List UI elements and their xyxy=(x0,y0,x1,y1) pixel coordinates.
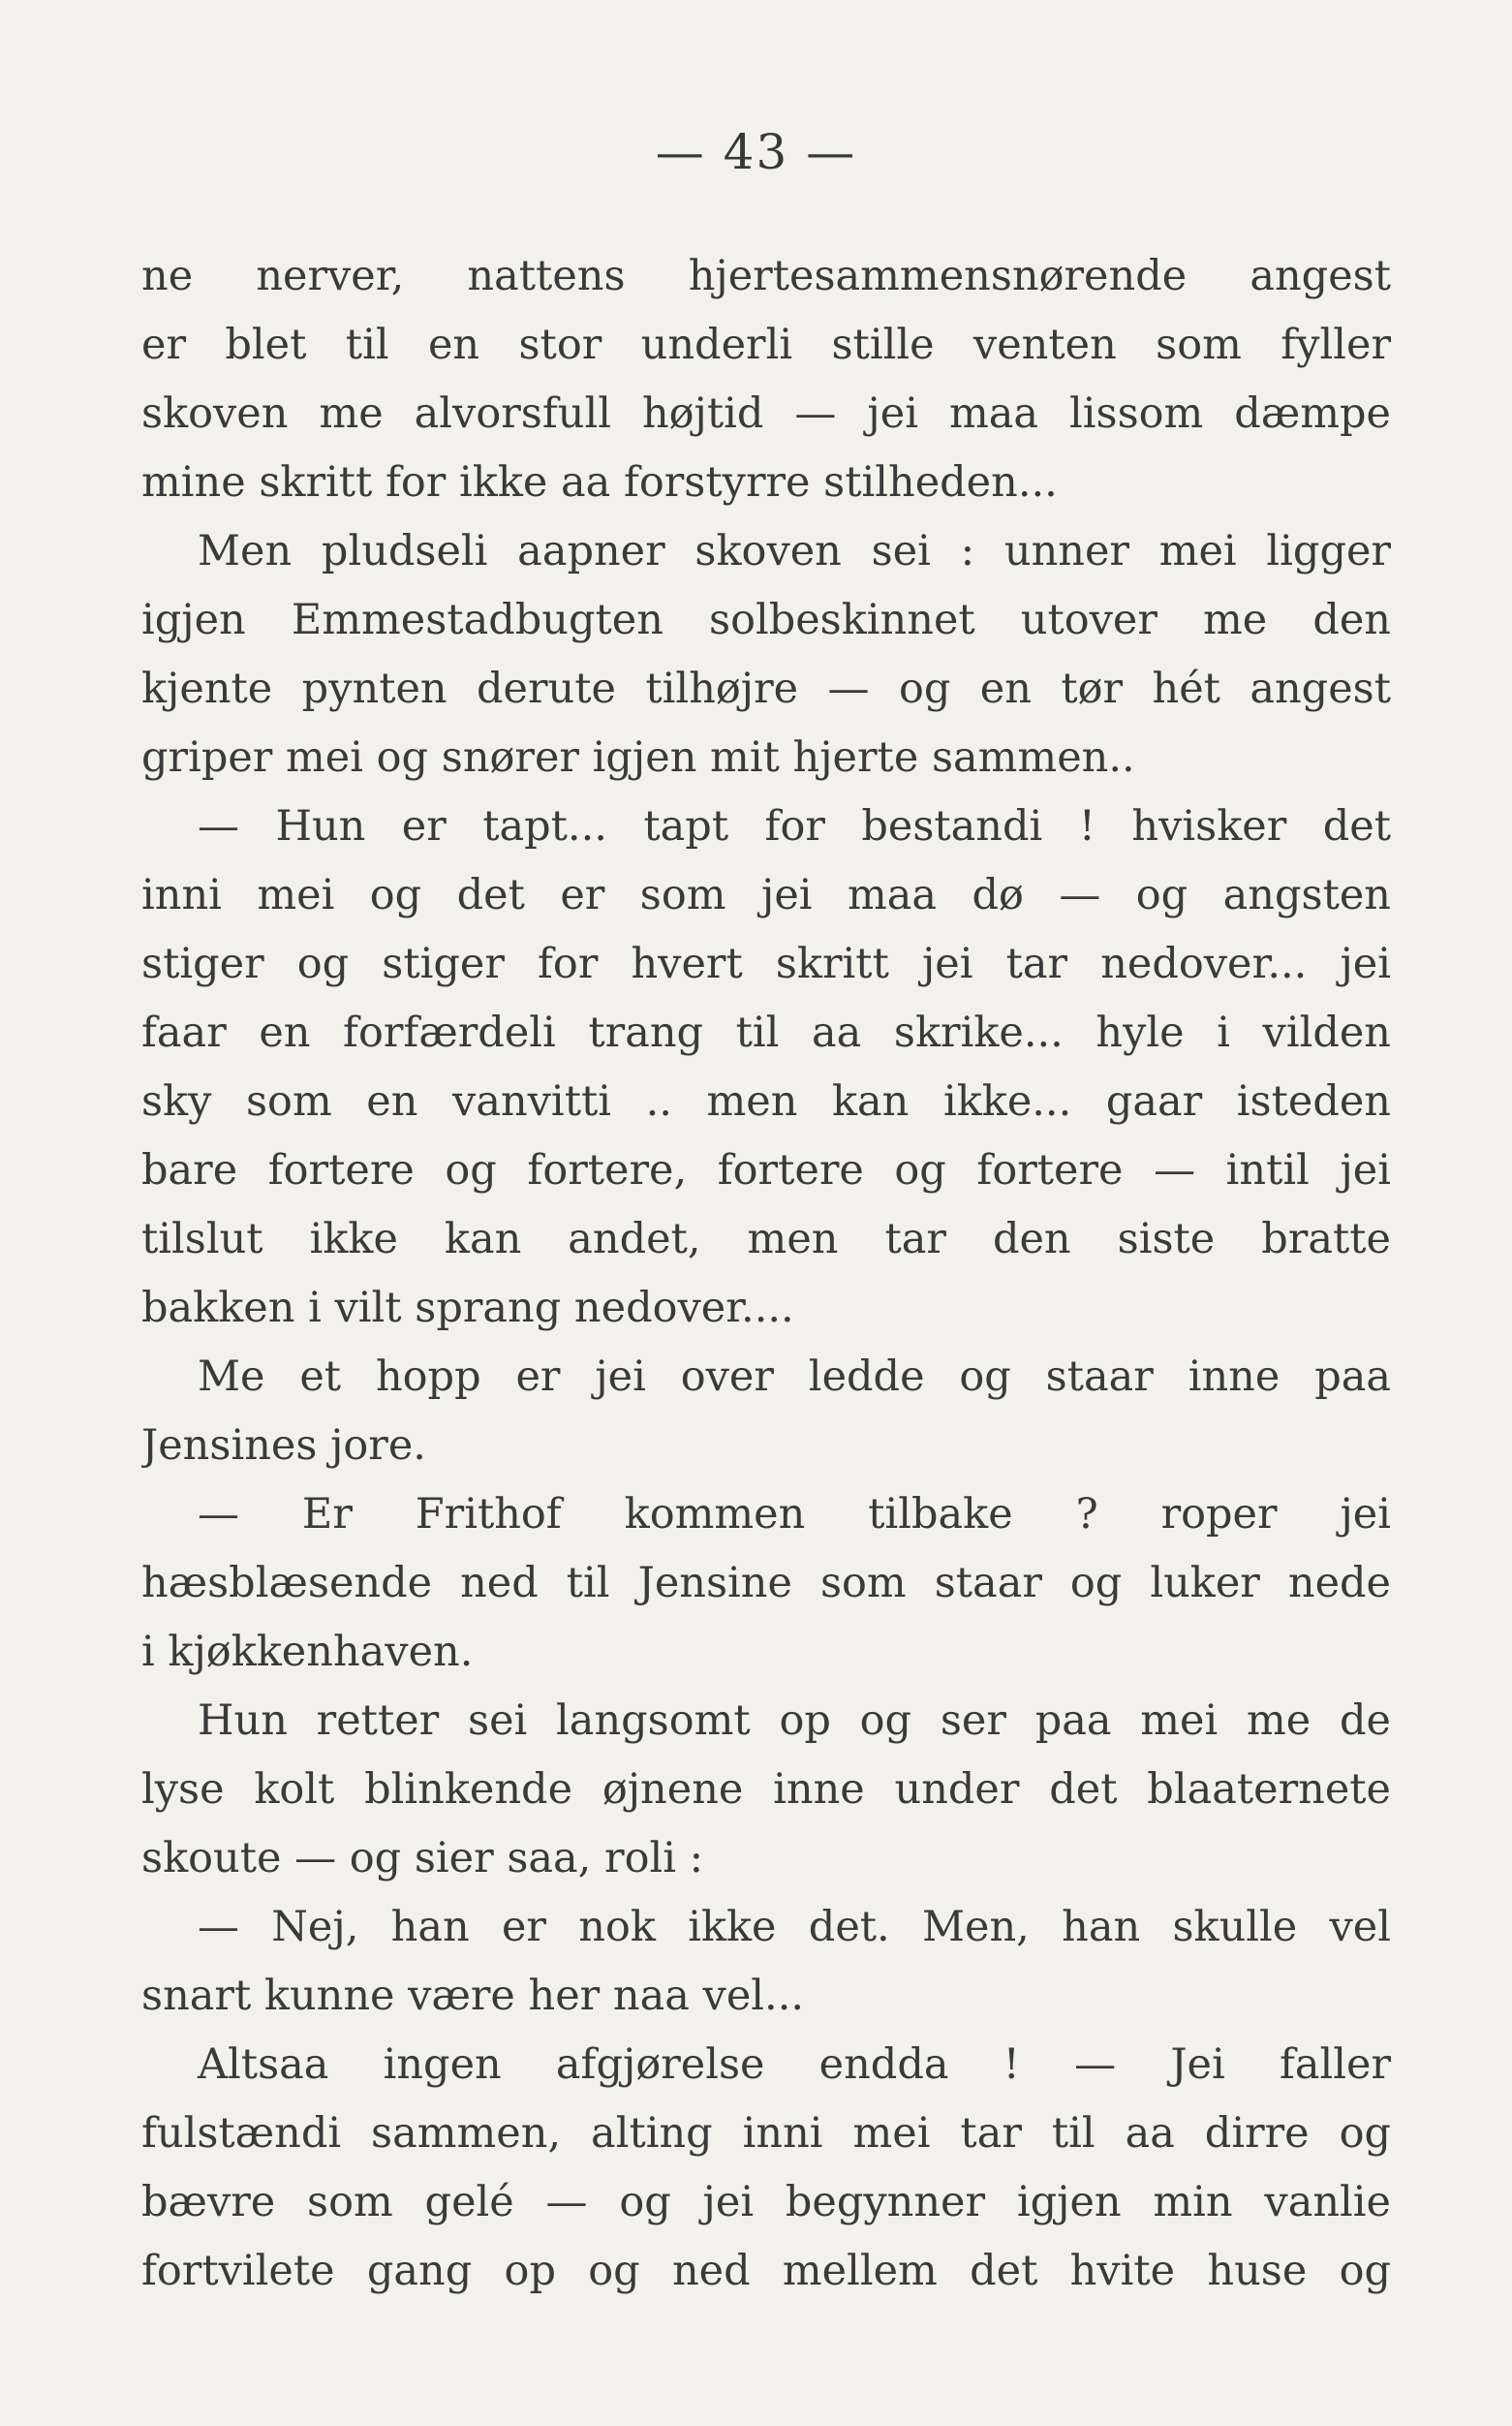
text-line: faar en forfærdeli trang til aa skrike... hyle i vilden xyxy=(141,1009,1391,1057)
text-line: lyse kolt blinkende øjnene inne under det blaaternete xyxy=(141,1765,1391,1814)
text-line: tilslut ikke kan andet, men tar den siste bratte xyxy=(141,1215,1391,1263)
text-line: bare fortere og fortere, fortere og fortere — intil jei xyxy=(141,1146,1391,1195)
text-line: snart kunne være her naa vel... xyxy=(141,1972,805,2020)
text-line: hæsblæsende ned til Jensine som staar og luker nede xyxy=(141,1559,1391,1607)
text-line: Men pludseli aapner skoven sei : unner mei ligger xyxy=(198,527,1391,575)
text-line: bakken i vilt sprang nedover.... xyxy=(141,1284,794,1332)
text-line: stiger og stiger for hvert skritt jei tar nedover... jei xyxy=(141,940,1391,988)
text-line: Jensines jore. xyxy=(141,1421,426,1470)
text-line: kjente pynten derute tilhøjre — og en tør hét angest xyxy=(141,665,1391,713)
text-line: — Hun er tapt... tapt for bestandi ! hvisker det xyxy=(198,802,1391,851)
text-line: igjen Emmestadbugten solbeskinnet utover me den xyxy=(141,596,1391,644)
text-line: er blet til en stor underli stille venten som fyller xyxy=(141,321,1391,369)
text-line: mine skritt for ikke aa forstyrre stilheden... xyxy=(141,458,1058,507)
text-line: — Nej, han er nok ikke det. Men, han skulle vel xyxy=(198,1903,1391,1951)
text-line: griper mei og snører igjen mit hjerte sammen.. xyxy=(141,733,1135,782)
text-line: skoven me alvorsfull højtid — jei maa lissom dæmpe xyxy=(141,389,1391,438)
text-line: bævre som gelé — og jei begynner igjen min vanlie xyxy=(141,2178,1391,2226)
text-line: Me et hopp er jei over ledde og staar inne paa xyxy=(198,1353,1391,1401)
text-line: sky som en vanvitti .. men kan ikke... gaar isteden xyxy=(141,1077,1391,1126)
text-line: i kjøkkenhaven. xyxy=(141,1628,474,1676)
text-line: fulstændi sammen, alting inni mei tar til aa dirre og xyxy=(141,2109,1391,2158)
text-line: ne nerver, nattens hjertesammensnørende angest xyxy=(141,252,1391,300)
text-line: — Er Frithof kommen tilbake ? roper jei xyxy=(198,1490,1391,1539)
text-line: skoute — og sier saa, roli : xyxy=(141,1834,704,1882)
text-line: Hun retter sei langsomt op og ser paa mei me de xyxy=(198,1696,1391,1745)
text-line: fortvilete gang op og ned mellem det hvite huse og xyxy=(141,2247,1391,2295)
body-text xyxy=(141,242,1391,2306)
page-number: — 43 — xyxy=(655,124,857,180)
text-line: Altsaa ingen afgjørelse endda ! — Jei faller xyxy=(198,2040,1391,2089)
text-line: inni mei og det er som jei maa dø — og angsten xyxy=(141,871,1391,919)
